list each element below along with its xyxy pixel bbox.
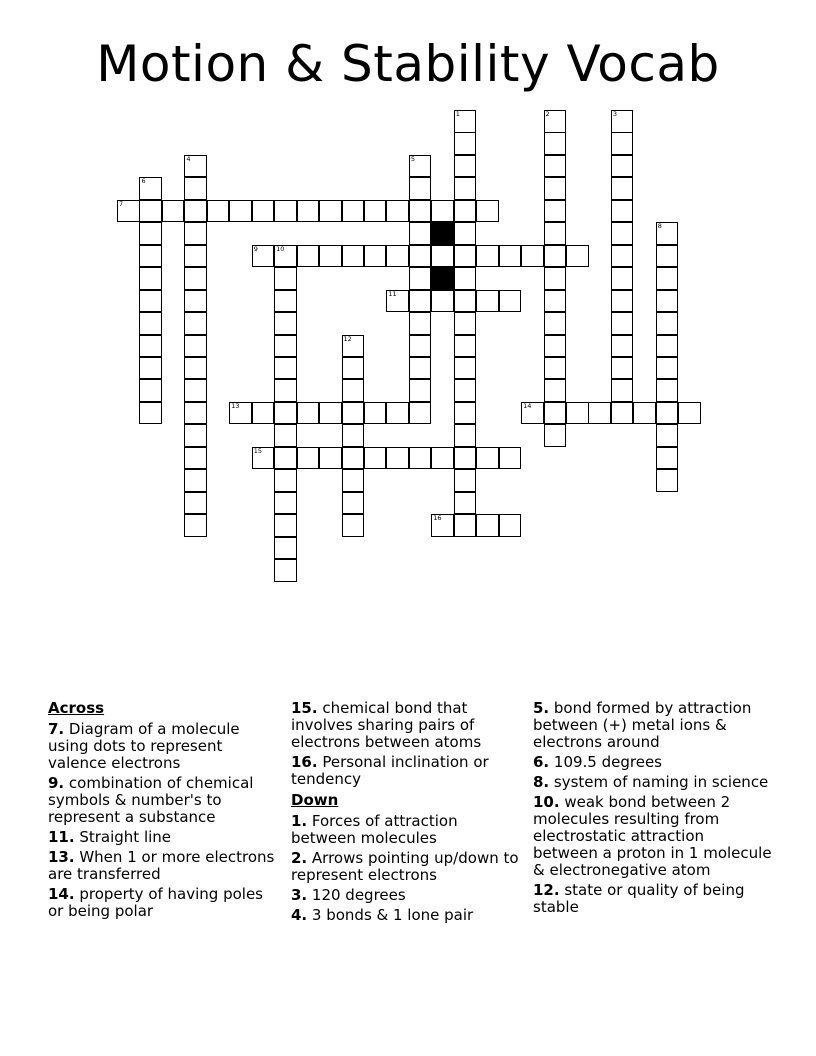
grid-cell[interactable] <box>544 357 567 380</box>
grid-cell[interactable] <box>184 447 207 470</box>
clue-number-label: 11 <box>388 289 397 298</box>
grid-cell[interactable] <box>454 402 477 425</box>
grid-cell[interactable] <box>409 155 432 178</box>
clue-item <box>533 794 773 879</box>
clue-item <box>48 849 278 883</box>
clue-number: 2. <box>291 849 308 867</box>
grid-cell[interactable] <box>409 267 432 290</box>
clue-number: 11. <box>48 828 75 846</box>
grid-cell[interactable] <box>588 402 611 425</box>
grid-cell[interactable] <box>184 245 207 268</box>
clues-column-1 <box>48 700 278 923</box>
grid-cell[interactable] <box>274 492 297 515</box>
clue-number-label: 12 <box>343 334 352 343</box>
grid-cell[interactable] <box>297 200 320 223</box>
grid-cell[interactable] <box>409 177 432 200</box>
grid-cell[interactable] <box>342 469 365 492</box>
clue-number-label: 2 <box>545 110 550 118</box>
grid-cell[interactable] <box>476 447 499 470</box>
grid-cell[interactable] <box>611 335 634 358</box>
clue-text: Personal inclination or tendency <box>291 753 489 788</box>
grid-cell[interactable] <box>297 245 320 268</box>
grid-cell[interactable] <box>409 312 432 335</box>
grid-cell[interactable] <box>342 402 365 425</box>
grid-cell[interactable] <box>544 379 567 402</box>
clue-number: 10. <box>533 793 560 811</box>
grid-cell[interactable] <box>342 200 365 223</box>
clue-text: Arrows pointing up/down to represent electrons <box>291 849 519 884</box>
grid-cell[interactable] <box>342 379 365 402</box>
grid-cell[interactable] <box>611 379 634 402</box>
clue-number-label: 8 <box>657 222 662 231</box>
grid-cell[interactable] <box>454 424 477 447</box>
clue-number-label: 1 <box>455 110 460 118</box>
grid-cell[interactable] <box>611 290 634 313</box>
grid-cell[interactable] <box>184 155 207 178</box>
grid-cell[interactable] <box>229 402 252 425</box>
clue-number-label: 6 <box>141 177 146 186</box>
clue-item <box>291 887 521 904</box>
grid-cell[interactable] <box>184 357 207 380</box>
grid-cell[interactable] <box>454 335 477 358</box>
clue-number-label: 13 <box>231 401 240 410</box>
grid-cell[interactable] <box>544 222 567 245</box>
clue-text: state or quality of being stable <box>533 881 745 916</box>
grid-cell[interactable] <box>117 200 140 223</box>
grid-cell[interactable] <box>454 514 477 537</box>
grid-cell[interactable] <box>544 155 567 178</box>
clue-item <box>291 754 521 788</box>
grid-cell[interactable] <box>274 402 297 425</box>
grid-cell[interactable] <box>342 357 365 380</box>
grid-cell[interactable] <box>342 245 365 268</box>
grid-cell[interactable] <box>184 267 207 290</box>
grid-cell[interactable] <box>274 379 297 402</box>
grid-cell[interactable] <box>454 357 477 380</box>
clues-column-2 <box>291 700 521 927</box>
clue-text: Straight line <box>74 828 172 846</box>
grid-cell[interactable] <box>611 402 634 425</box>
grid-cell[interactable] <box>611 245 634 268</box>
grid-cell[interactable] <box>342 424 365 447</box>
grid-cell[interactable] <box>476 514 499 537</box>
grid-cell[interactable] <box>409 379 432 402</box>
grid-cell[interactable] <box>342 492 365 515</box>
grid-cell[interactable] <box>139 312 162 335</box>
grid-cell[interactable] <box>409 245 432 268</box>
grid-cell[interactable] <box>364 200 387 223</box>
grid-cell[interactable] <box>184 312 207 335</box>
grid-cell[interactable] <box>252 200 275 223</box>
clue-number: 4. <box>291 906 308 924</box>
grid-cell[interactable] <box>409 290 432 313</box>
grid-cell[interactable] <box>319 245 342 268</box>
grid-cell[interactable] <box>139 335 162 358</box>
down-heading: Down <box>291 791 339 809</box>
grid-cell[interactable] <box>364 245 387 268</box>
grid-cell[interactable] <box>252 245 275 268</box>
grid-cell[interactable] <box>611 200 634 223</box>
clue-number: 14. <box>48 885 75 903</box>
clues-column-3 <box>533 700 773 919</box>
grid-cell[interactable] <box>431 245 454 268</box>
clue-item <box>291 850 521 884</box>
grid-cell[interactable] <box>139 357 162 380</box>
grid-cell[interactable] <box>656 312 679 335</box>
grid-cell[interactable] <box>499 447 522 470</box>
grid-cell[interactable] <box>274 245 297 268</box>
clue-number-label: 9 <box>253 244 258 253</box>
clue-number: 3. <box>291 886 308 904</box>
grid-cell[interactable] <box>656 335 679 358</box>
grid-cell[interactable] <box>184 424 207 447</box>
clue-number: 7. <box>48 720 65 738</box>
clue-item <box>48 829 278 846</box>
grid-cell[interactable] <box>656 222 679 245</box>
clue-number-label: 14 <box>523 401 532 410</box>
grid-cell[interactable] <box>521 402 544 425</box>
clue-text: bond formed by attraction between (+) metal ions & electrons around <box>533 699 752 751</box>
grid-cell[interactable] <box>454 447 477 470</box>
grid-cell[interactable] <box>409 335 432 358</box>
clue-text: 120 degrees <box>307 886 406 904</box>
grid-cell[interactable] <box>454 200 477 223</box>
clue-text: system of naming in science <box>549 773 769 791</box>
grid-cell[interactable] <box>252 402 275 425</box>
grid-cell[interactable] <box>431 290 454 313</box>
grid-cell[interactable] <box>139 402 162 425</box>
clue-number: 12. <box>533 881 560 899</box>
grid-cell[interactable] <box>678 402 701 425</box>
grid-cell[interactable] <box>274 469 297 492</box>
grid-cell[interactable] <box>656 447 679 470</box>
clue-text: Forces of attraction between molecules <box>291 812 458 847</box>
grid-cell[interactable] <box>274 335 297 358</box>
clue-number: 8. <box>533 773 550 791</box>
grid-cell[interactable] <box>454 379 477 402</box>
grid-cell[interactable] <box>656 245 679 268</box>
grid-cell[interactable] <box>342 335 365 358</box>
grid-cell[interactable] <box>207 200 230 223</box>
grid-block-cell <box>431 222 454 245</box>
grid-cell[interactable] <box>274 537 297 560</box>
grid-cell[interactable] <box>566 245 589 268</box>
grid-cell[interactable] <box>476 200 499 223</box>
grid-cell[interactable] <box>454 312 477 335</box>
grid-cell[interactable] <box>184 335 207 358</box>
grid-cell[interactable] <box>184 492 207 515</box>
grid-cell[interactable] <box>139 379 162 402</box>
grid-cell[interactable] <box>184 200 207 223</box>
grid-cell[interactable] <box>454 110 477 133</box>
grid-cell[interactable] <box>386 200 409 223</box>
grid-cell[interactable] <box>319 447 342 470</box>
grid-cell[interactable] <box>184 177 207 200</box>
clue-text: 3 bonds & 1 lone pair <box>307 906 474 924</box>
grid-cell[interactable] <box>386 447 409 470</box>
grid-cell[interactable] <box>633 402 656 425</box>
grid-cell[interactable] <box>431 447 454 470</box>
grid-cell[interactable] <box>274 312 297 335</box>
grid-cell[interactable] <box>476 290 499 313</box>
grid-cell[interactable] <box>409 222 432 245</box>
grid-cell[interactable] <box>162 200 185 223</box>
grid-cell[interactable] <box>656 357 679 380</box>
grid-cell[interactable] <box>184 290 207 313</box>
grid-cell[interactable] <box>544 267 567 290</box>
grid-cell[interactable] <box>409 447 432 470</box>
grid-cell[interactable] <box>431 514 454 537</box>
grid-cell[interactable] <box>454 492 477 515</box>
grid-cell[interactable] <box>274 559 297 582</box>
clue-number-label: 7 <box>119 199 124 208</box>
clue-item <box>533 774 773 791</box>
grid-cell[interactable] <box>229 200 252 223</box>
grid-cell[interactable] <box>274 424 297 447</box>
grid-cell[interactable] <box>476 245 499 268</box>
clue-text: weak bond between 2 molecules resulting from electrostatic attraction between a proton in 1 molecule & electronegative atom <box>533 793 772 879</box>
grid-block-cell <box>431 267 454 290</box>
grid-cell[interactable] <box>431 200 454 223</box>
grid-cell[interactable] <box>611 267 634 290</box>
grid-cell[interactable] <box>139 222 162 245</box>
grid-cell[interactable] <box>611 132 634 155</box>
grid-cell[interactable] <box>454 132 477 155</box>
grid-cell[interactable] <box>611 357 634 380</box>
grid-cell[interactable] <box>611 177 634 200</box>
grid-cell[interactable] <box>544 290 567 313</box>
grid-cell[interactable] <box>656 402 679 425</box>
clue-number: 9. <box>48 774 65 792</box>
grid-cell[interactable] <box>139 200 162 223</box>
grid-cell[interactable] <box>184 222 207 245</box>
grid-cell[interactable] <box>184 402 207 425</box>
grid-cell[interactable] <box>364 447 387 470</box>
grid-cell[interactable] <box>409 200 432 223</box>
clue-text: property of having poles or being polar <box>48 885 264 920</box>
grid-cell[interactable] <box>544 200 567 223</box>
clue-text: When 1 or more electrons are transferred <box>48 848 275 883</box>
grid-cell[interactable] <box>364 402 387 425</box>
grid-cell[interactable] <box>611 312 634 335</box>
grid-cell[interactable] <box>252 447 275 470</box>
grid-cell[interactable] <box>521 245 544 268</box>
grid-cell[interactable] <box>139 177 162 200</box>
grid-cell[interactable] <box>454 290 477 313</box>
clue-item <box>291 907 521 924</box>
grid-cell[interactable] <box>274 267 297 290</box>
clue-number: 13. <box>48 848 75 866</box>
grid-cell[interactable] <box>656 267 679 290</box>
clue-number: 16. <box>291 753 318 771</box>
grid-cell[interactable] <box>342 447 365 470</box>
grid-cell[interactable] <box>544 177 567 200</box>
grid-cell[interactable] <box>499 245 522 268</box>
clue-text: chemical bond that involves sharing pairs of electrons between atoms <box>291 699 482 751</box>
clue-item <box>533 754 773 771</box>
clue-number-label: 3 <box>612 110 618 118</box>
clue-number: 6. <box>533 753 550 771</box>
grid-cell[interactable] <box>454 177 477 200</box>
clue-item <box>48 775 278 826</box>
grid-cell[interactable] <box>184 514 207 537</box>
clue-number: 15. <box>291 699 318 717</box>
grid-cell[interactable] <box>139 245 162 268</box>
grid-cell[interactable] <box>274 514 297 537</box>
grid-cell[interactable] <box>319 402 342 425</box>
grid-cell[interactable] <box>611 155 634 178</box>
grid-cell[interactable] <box>409 402 432 425</box>
grid-cell[interactable] <box>139 267 162 290</box>
grid-cell[interactable] <box>656 290 679 313</box>
down-clue-list <box>291 813 521 924</box>
page-title: Motion & Stability Vocab <box>96 35 720 93</box>
across-heading: Across <box>48 699 105 717</box>
grid-cell[interactable] <box>611 222 634 245</box>
clue-item <box>48 721 278 772</box>
clue-item <box>533 882 773 916</box>
grid-cell[interactable] <box>319 200 342 223</box>
grid-cell[interactable] <box>454 155 477 178</box>
grid-cell[interactable] <box>274 357 297 380</box>
clue-text: Diagram of a molecule using dots to represent valence electrons <box>48 720 240 772</box>
grid-cell[interactable] <box>544 402 567 425</box>
grid-cell[interactable] <box>274 290 297 313</box>
grid-cell[interactable] <box>454 469 477 492</box>
grid-cell[interactable] <box>454 222 477 245</box>
grid-cell[interactable] <box>454 267 477 290</box>
clue-number-label: 16 <box>433 514 442 523</box>
clue-number-label: 4 <box>186 154 191 163</box>
grid-cell[interactable] <box>297 402 320 425</box>
grid-cell[interactable] <box>566 402 589 425</box>
grid-cell[interactable] <box>656 424 679 447</box>
clue-number: 1. <box>291 812 308 830</box>
grid-cell[interactable] <box>184 469 207 492</box>
grid-cell[interactable] <box>544 424 567 447</box>
clue-item <box>48 886 278 920</box>
grid-cell[interactable] <box>139 290 162 313</box>
clue-number-label: 5 <box>410 154 415 163</box>
grid-cell[interactable] <box>544 110 567 133</box>
grid-cell[interactable] <box>297 447 320 470</box>
grid-cell[interactable] <box>544 245 567 268</box>
clue-text: combination of chemical symbols & number's to represent a substance <box>48 774 254 826</box>
grid-cell[interactable] <box>274 447 297 470</box>
grid-cell[interactable] <box>499 514 522 537</box>
grid-cell[interactable] <box>386 245 409 268</box>
clue-number-label: 10 <box>276 244 285 253</box>
grid-cell[interactable] <box>544 335 567 358</box>
clue-item <box>291 813 521 847</box>
clue-number: 5. <box>533 699 550 717</box>
grid-cell[interactable] <box>544 132 567 155</box>
grid-cell[interactable] <box>386 290 409 313</box>
across-clue-list <box>48 721 278 920</box>
grid-cell[interactable] <box>656 379 679 402</box>
clue-number-label: 15 <box>253 446 262 455</box>
down-clue-list-continued <box>533 700 773 916</box>
grid-cell[interactable] <box>454 245 477 268</box>
grid-cell[interactable] <box>342 514 365 537</box>
grid-cell[interactable] <box>184 379 207 402</box>
grid-cell[interactable] <box>274 200 297 223</box>
clue-text: 109.5 degrees <box>549 753 662 771</box>
clue-item <box>291 700 521 751</box>
clue-item <box>533 700 773 751</box>
across-clue-list-continued <box>291 700 521 788</box>
grid-cell[interactable] <box>611 110 634 133</box>
grid-cell[interactable] <box>409 357 432 380</box>
grid-cell[interactable] <box>544 312 567 335</box>
grid-cell[interactable] <box>656 469 679 492</box>
grid-cell[interactable] <box>386 402 409 425</box>
grid-cell[interactable] <box>499 290 522 313</box>
